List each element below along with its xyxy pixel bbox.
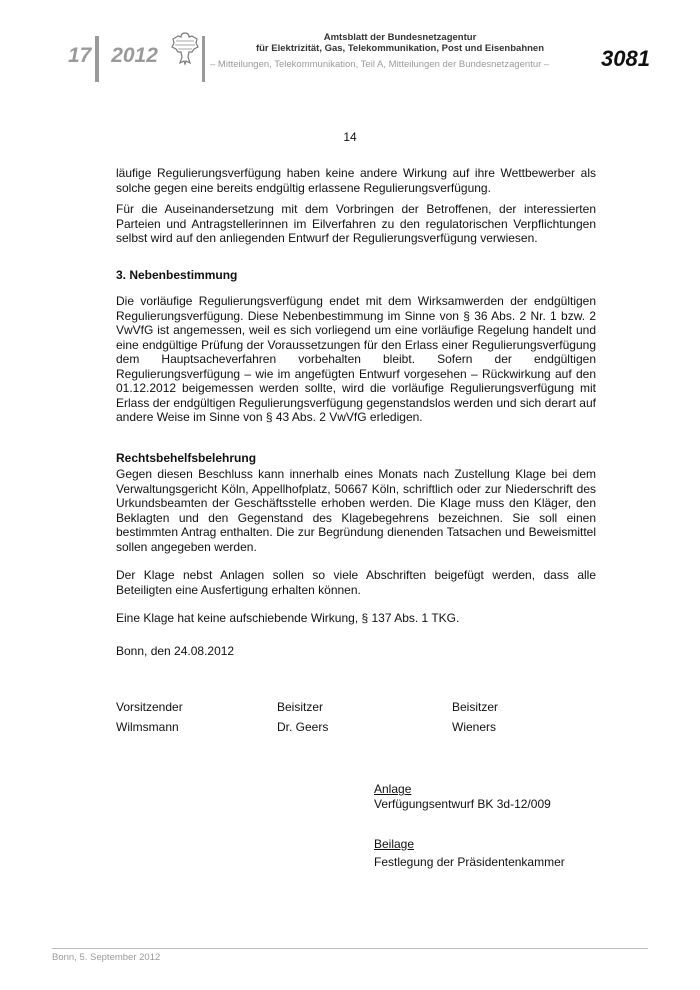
page-number: 3081 [601, 46, 650, 71]
section-heading: 3. Nebenbestimmung [116, 267, 238, 282]
signatory [452, 697, 498, 737]
footer-date: Bonn, 5. September 2012 [52, 952, 161, 963]
signatory-role: Vorsitzender [116, 700, 183, 714]
issue-year: 2012 [111, 44, 158, 67]
signatory [277, 697, 328, 737]
paragraph: Eine Klage hat keine aufschiebende Wirkung, § 137 Abs. 1 TKG. [116, 611, 460, 625]
paragraph: Der Klage nebst Anlagen sollen so viele Abschriften beigefügt werden, dass alle Beteiligten eine Ausfertigung erhalten können. [116, 568, 596, 597]
issue-number: 17 [68, 44, 92, 67]
header-divider-right [202, 36, 205, 82]
document-body [116, 166, 596, 633]
issue-label [68, 44, 166, 68]
place-date: Bonn, den 24.08.2012 [116, 644, 235, 658]
signatory-name: Wilmsmann [116, 720, 179, 734]
enclosure-label: Beilage [374, 837, 415, 851]
section-heading: Rechtsbehelfsbelehrung [116, 450, 257, 465]
paragraph: Die vorläufige Regulierungsverfügung endet mit dem Wirksamwerden der endgültigen Regulierungsverfügung. Diese Nebenbestimmung im Sinne von § 36 Abs. 2 Nr. 1 bzw. 2 VwVfG ist angemessen, weil es sich vorliegend um eine vorläufige Regelung handelt und eine endgültige Prüfung der Voraussetzungen für den Erlass einer Regulierungsverfügung dem Hauptsacheverfahren vorbehalten bleibt. Sofern der endgültigen Regulierungsverfügung – wie im angefügten Entwurf vorgesehen – Rückwirkung auf den 01.12.2012 beigemessen werden sollte, wird die vorläufige Regulierungsverfügung mit Erlass der endgültigen Regulierungsverfügung gegenstandslos werden und sich derart auf andere Weise im Sinne von § 43 Abs. 2 VwVfG erledigen. [116, 294, 596, 424]
signatory [116, 697, 183, 737]
enclosure-anlage [374, 782, 551, 812]
signatory-role: Beisitzer [277, 700, 324, 714]
journal-title [210, 32, 590, 54]
header-divider [95, 36, 99, 82]
journal-title-line1: Amtsblatt der Bundesnetzagentur [323, 32, 477, 43]
signatory-name: Wieners [452, 720, 497, 734]
federal-eagle-icon [170, 30, 200, 66]
signatory-name: Dr. Geers [277, 720, 329, 734]
enclosure-label: Anlage [374, 782, 412, 796]
journal-subtitle: – Mitteilungen, Telekommunikation, Teil A, Mitteilungen der Bundesnetzagentur – [210, 59, 550, 70]
paragraph: Für die Auseinandersetzung mit dem Vorbringen der Betroffenen, der interessierten Parteien und Antragstellerinnen im Eilverfahren zu den regulatorischen Verpflichtungen selbst wird auf den anliegenden Entwurf der Regulierungsverfügung verwiesen. [116, 202, 596, 245]
enclosure-text: Verfügungsentwurf BK 3d-12/009 [374, 797, 551, 811]
signatory-role: Beisitzer [452, 700, 499, 714]
footer-divider [52, 948, 648, 949]
enclosure-text: Festlegung der Präsidentenkammer [374, 855, 565, 869]
paragraph: Gegen diesen Beschluss kann innerhalb eines Monats nach Zustellung Klage bei dem Verwaltungsgericht Köln, Appellhofplatz, 50667 Köln, schriftlich oder zur Niederschrift des Urkundsbeamten der Geschäftsstelle erhoben werden. Die Klage muss den Kläger, den Beklagten und den Gegenstand des Klagebegehrens bezeichnen. Sie soll einen bestimmten Antrag enthalten. Die zur Begründung dienenden Tatsachen und Beweismittel sollen angegeben werden. [116, 467, 596, 554]
inner-page-marker: 14 [343, 130, 357, 144]
journal-title-line2: für Elektrizität, Gas, Telekommunikation, Post und Eisenbahnen [255, 43, 545, 54]
paragraph: läufige Regulierungsverfügung haben keine andere Wirkung auf ihre Wettbewerber als solche gegen eine bereits endgültig erlassene Regulierungsverfügung. [116, 166, 596, 195]
enclosure-beilage [374, 835, 565, 871]
